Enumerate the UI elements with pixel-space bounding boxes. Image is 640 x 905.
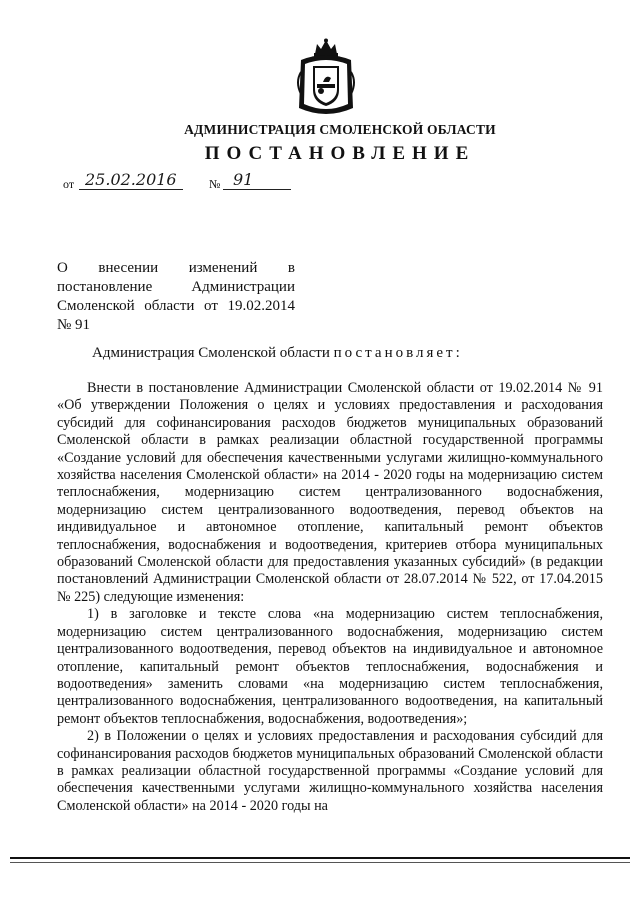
handwritten-date: 25.02.2016 — [85, 170, 177, 189]
organization-name: АДМИНИСТРАЦИЯ СМОЛЕНСКОЙ ОБЛАСТИ — [184, 122, 496, 137]
number-label: № — [209, 177, 221, 191]
document-subject: О внесении изменений в постановление Администрации Смоленской области от 19.02.2014 № 91 — [57, 260, 295, 333]
preamble-lead: Администрация Смоленской области — [92, 345, 334, 361]
document-type-title: ПОСТАНОВЛЕНИЕ — [204, 143, 476, 164]
bottom-rule-thin — [10, 862, 630, 863]
coat-of-arms-icon — [293, 38, 359, 120]
handwritten-number: 91 — [233, 170, 254, 189]
bottom-rule — [10, 857, 630, 859]
paragraph: Внести в постановление Администрации Смоленской области от 19.02.2014 № 91 «Об утверждении Положения о целях и условиях предоставления и расходования субсидий для софинансирования расходов бюджетов муниципальных образований Смоленской области в рамках реализации областной государственной программы «Создание условий для обеспечения качественными услугами жилищно-коммунального хозяйства населения Смоленской области» на 2014 - 2020 годы на модернизацию систем теплоснабжения, модернизацию систем централизованного водоснабжения, модернизацию систем централизованного водоотведения, перевод объектов на индивидуальное и автономное отопление, капитальный ремонт объектов теплоснабжения, водоснабжения и водоотведения, критериев отбора муниципальных образований Смоленской области для предоставления указанных субсидий» (в редакции постановлений Администрации Смоленской области от 28.07.2014 № 522, от 17.04.2015 № 225) следующие изменения: — [57, 380, 603, 605]
preamble — [92, 344, 463, 363]
number-underline — [223, 189, 291, 190]
paragraph: 1) в заголовке и тексте слова «на модернизацию систем теплоснабжения, модернизацию систем централизованного водоснабжения, модернизацию систем централизованного водоотведения, перевод объектов на индивидуальное и автономное отопление, капитальный ремонт объектов теплоснабжения, водоснабжения и водоотведения» заменить словами «на модернизацию систем теплоснабжения, централизованного водоснабжения, централизованного водоотведения, на капитальный ремонт объектов теплоснабжения, водоснабжения, водоотведения»; — [57, 606, 603, 727]
date-label: от — [63, 177, 75, 191]
preamble-resolves: постановляет: — [333, 345, 463, 361]
paragraph: 2) в Положении о целях и условиях предоставления и расходования субсидий для софинансирования расходов бюджетов муниципальных образований Смоленской области в рамках реализации областной государственной программы «Создание условий для обеспечения качественными услугами жилищно-коммунального хозяйства населения Смоленской области» на 2014 - 2020 годы на — [57, 728, 603, 814]
date-underline — [79, 189, 183, 190]
document-body — [57, 380, 603, 815]
date-number-line — [63, 170, 363, 192]
